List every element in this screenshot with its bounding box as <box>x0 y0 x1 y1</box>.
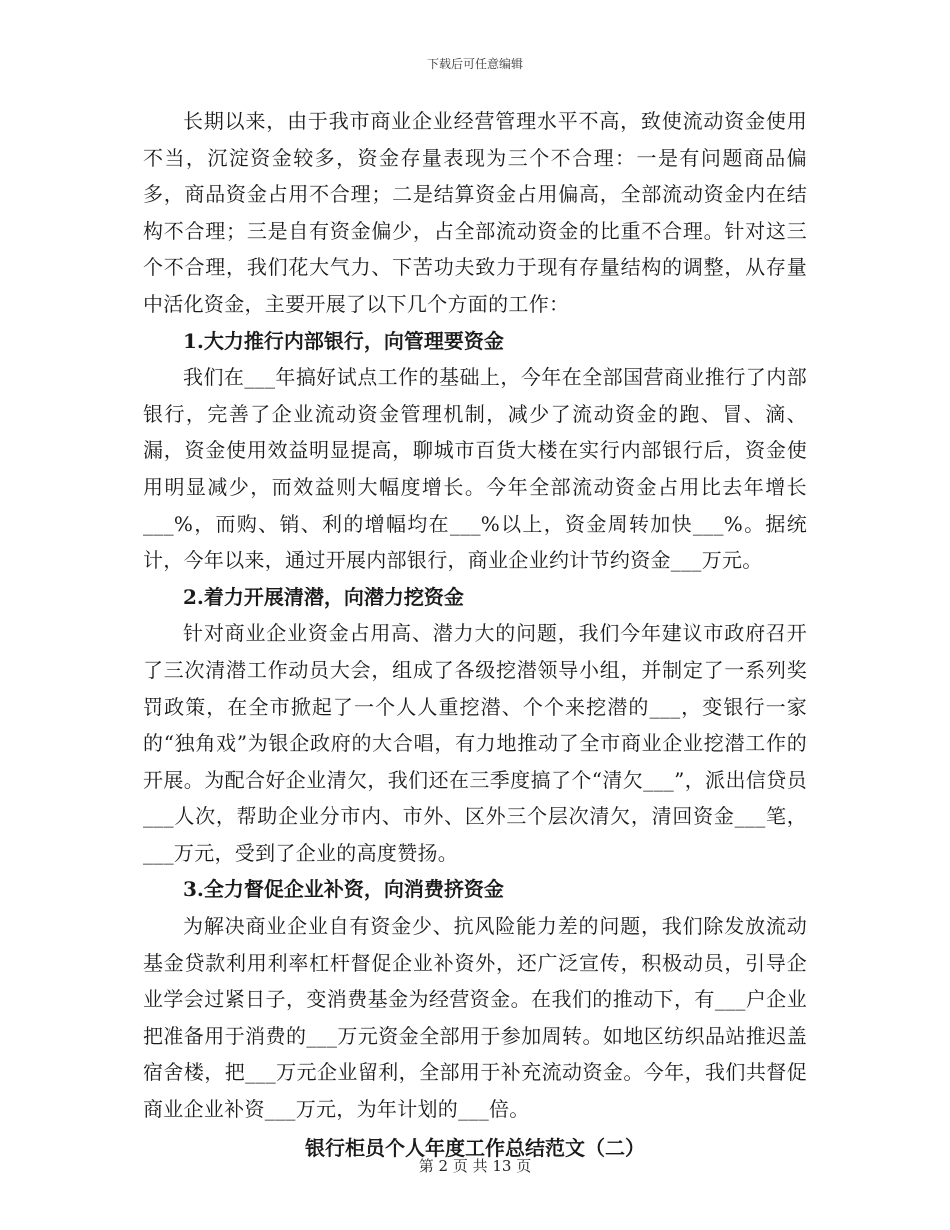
document-body <box>143 103 807 1168</box>
section-heading-1: 1.大力推行内部银行，向管理要资金 <box>183 328 504 353</box>
header-note: 下载后可任意编辑 <box>426 57 523 71</box>
page-footer: 第 2 页 共 13 页 <box>418 1157 532 1175</box>
section-paragraph-1: 我们在___年搞好试点工作的基础上，今年在全部国营商业推行了内部银行，完善了企业流动资金管理机制，减少了流动资金的跑、冒、滴、漏，资金使用效益明显提高，聊城市百货大楼在实行内部银行后，资金使用明显减少，而效益则大幅度增长。今年全部流动资金占用比去年增长___%，而购、销、利的增幅均在___%以上，资金周转加快___%。据统计，今年以来，通过开展内部银行，商业企业约计节约资金___万元。 <box>143 365 807 573</box>
section-paragraph-3: 为解决商业企业自有资金少、抗风险能力差的问题，我们除发放流动基金贷款利用利率杠杆督促企业补资外，还广泛宣传，积极动员，引导企业学会过紧日子，变消费基金为经营资金。在我们的推动下，有___户企业把准备用于消费的___万元资金全部用于参加周转。如地区纺织品站推迟盖宿舍楼，把___万元企业留利，全部用于补充流动资金。今年，我们共督促商业企业补资___万元，为年计划的___倍。 <box>143 914 807 1122</box>
section-paragraph-2: 针对商业企业资金占用高、潜力大的问题，我们今年建议市政府召开了三次清潜工作动员大会，组成了各级挖潜领导小组，并制定了一系列奖罚政策，在全市掀起了一个人人重挖潜、个个来挖潜的___，变银行一家的“独角戏”为银企政府的大合唱，有力地推动了全市商业企业挖潜工作的开展。为配合好企业清欠，我们还在三季度搞了个“清欠___”，派出信贷员___人次，帮助企业分市内、市外、区外三个层次清欠，清回资金___笔，___万元，受到了企业的高度赞扬。 <box>143 621 807 865</box>
section-heading-2: 2.着力开展清潜，向潜力挖资金 <box>183 584 464 609</box>
intro-paragraph: 长期以来，由于我市商业企业经营管理水平不高，致使流动资金使用不当，沉淀资金较多，资金存量表现为三个不合理：一是有问题商品偏多，商品资金占用不合理；二是结算资金占用偏高，全部流动资金内在结构不合理；三是自有资金偏少，占全部流动资金的比重不合理。针对这三个不合理，我们花大气力、下苦功夫致力于现有存量结构的调整，从存量中活化资金，主要开展了以下几个方面的工作： <box>143 109 807 316</box>
section-heading-3: 3.全力督促企业补资，向消费挤资金 <box>183 877 504 902</box>
document-title: 银行柜员个人年度工作总结范文（二） <box>305 1135 645 1160</box>
